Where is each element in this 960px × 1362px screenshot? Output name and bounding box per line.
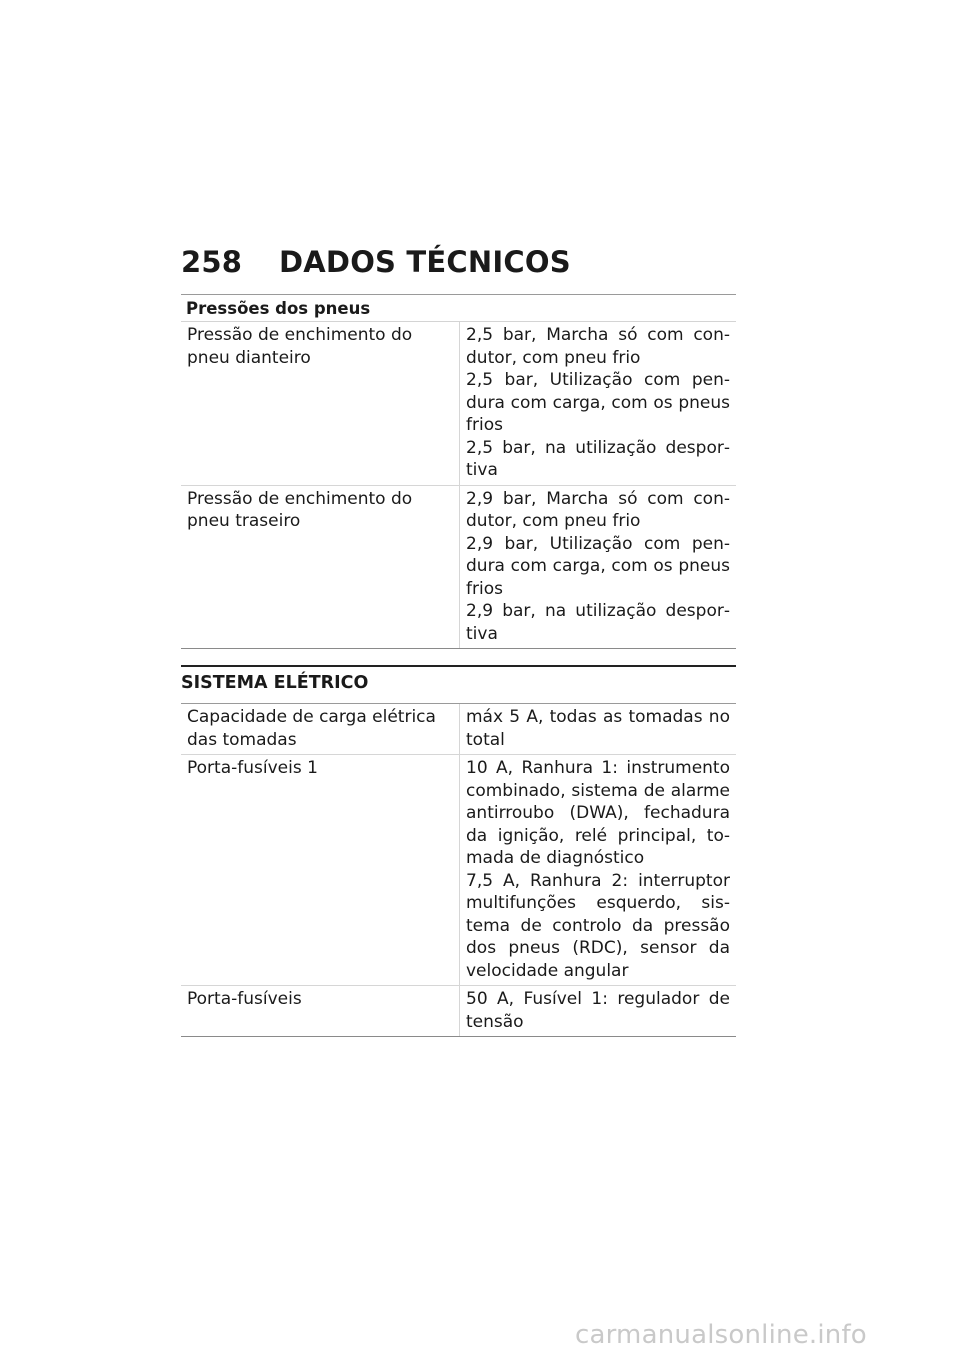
table-row <box>181 485 736 649</box>
page-header <box>181 244 571 280</box>
spec-value <box>460 755 737 986</box>
spec-label: Porta-fusíveis 1 <box>181 755 460 986</box>
table-row <box>181 704 736 755</box>
spec-value <box>460 704 737 755</box>
spec-value-line: 2,5 bar, Utilização com pendura com carga, com os pneus frios <box>466 370 730 435</box>
spec-value-line: máx 5 A, todas as tomadas no total <box>466 707 730 750</box>
table-row <box>181 986 736 1037</box>
spec-value-line: 2,5 bar, na utilização desportiva <box>466 437 730 480</box>
content <box>181 294 736 1037</box>
spec-value-line: 2,9 bar, Utilização com pendura com carga, com os pneus frios <box>466 533 730 599</box>
spec-value <box>460 986 737 1037</box>
spec-value-line: 2,5 bar, Marcha só com condutor, com pneu frio <box>466 325 730 368</box>
table-row <box>181 322 736 485</box>
spec-value <box>460 485 737 649</box>
page-title: DADOS TÉCNICOS <box>279 245 571 279</box>
spec-value <box>460 322 737 485</box>
spec-value-line: 2,9 bar, na utilização desportiva <box>466 601 730 644</box>
spec-label: Capacidade de carga elétrica das tomadas <box>181 704 460 755</box>
tire-pressures-section-title: Pressões dos pneus <box>181 294 736 322</box>
watermark-text: carmanualsonline.info <box>575 1320 867 1350</box>
spec-label: Pressão de enchimento do pneu traseiro <box>181 485 460 649</box>
electrical-system-table <box>181 704 736 1037</box>
spec-value-line: 10 A, Ranhura 1: instrumento combinado, sistema de alarme antirroubo (DWA), fechadura da ignição, relé principal, tomada de diagnóstico <box>466 758 730 868</box>
page-number: 258 <box>181 245 243 279</box>
electrical-system-section-title: SISTEMA ELÉTRICO <box>181 665 736 704</box>
spec-value-line: 50 A, Fusível 1: regulador de tensão <box>466 989 730 1032</box>
spec-label: Porta-fusíveis <box>181 986 460 1037</box>
spec-value-line: 7,5 A, Ranhura 2: interruptor multifunções esquerdo, sistema de controlo da pressão dos pneus (RDC), sensor da velocidade angular <box>466 870 730 981</box>
table-row <box>181 755 736 986</box>
tire-pressures-table <box>181 322 736 649</box>
spec-value-line: 2,9 bar, Marcha só com condutor, com pneu frio <box>466 488 730 531</box>
spec-label: Pressão de enchimento do pneu dianteiro <box>181 322 460 485</box>
